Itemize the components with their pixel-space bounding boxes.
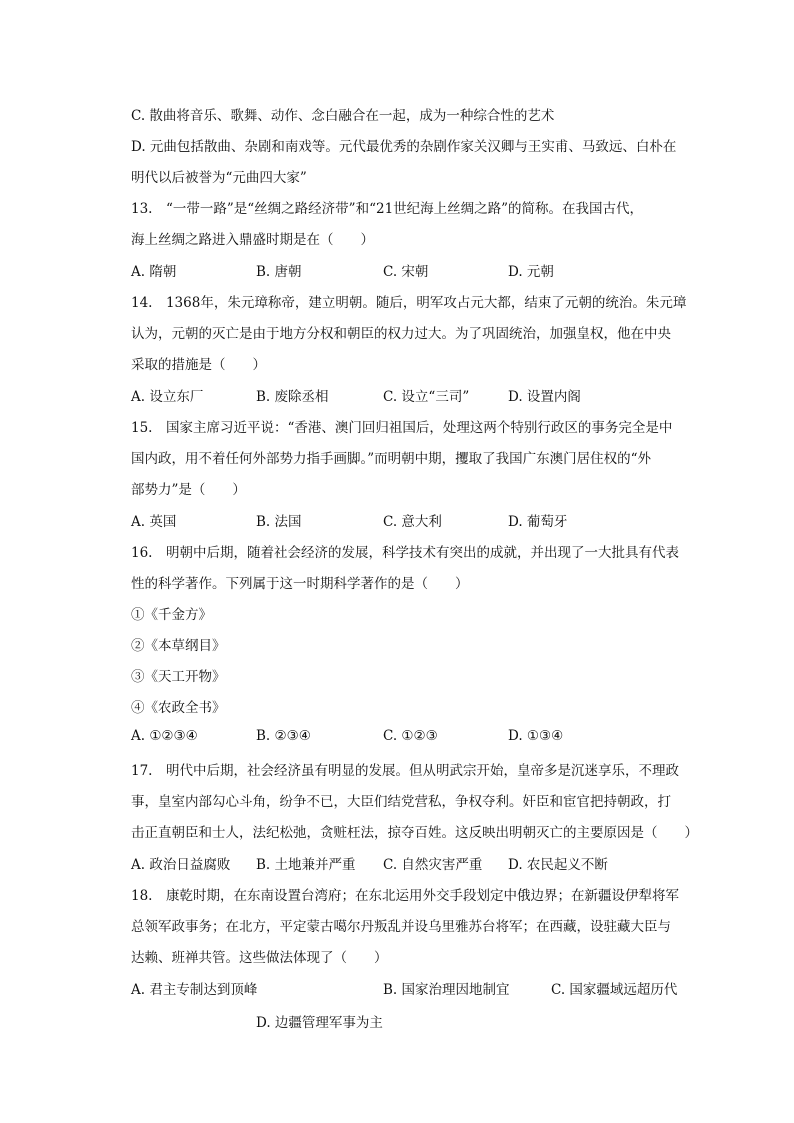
q16-option-a[interactable]: A. ①②③④ [131,728,198,744]
q13-option-b[interactable]: B. 唐朝 [256,264,302,280]
q15-option-b[interactable]: B. 法国 [256,514,302,530]
q18-stem-line1: 18. 康乾时期，在东南设置台湾府；在东北运用外交手段划定中俄边界；在新疆设伊犁将军 [131,888,679,904]
q12-option-d-line1: D. 元曲包括散曲、杂剧和南戏等。元代最优秀的杂剧作家关汉卿与王实甫、马致远、白朴在 [131,139,677,155]
q17-stem-line3: 击正直朝臣和士人，法纪松弛，贪赃枉法，掠夺百姓。这反映出明朝灭亡的主要原因是（ ） [131,825,698,841]
q17-option-d[interactable]: D. 农民起义不断 [508,857,608,873]
q13-option-c[interactable]: C. 宋朝 [383,264,429,280]
q16-stem-line1: 16. 明朝中后期，随着社会经济的发展，科学技术有突出的成就，并出现了一大批具有代表 [131,545,679,561]
q17-option-b[interactable]: B. 土地兼并严重 [256,857,356,873]
q18-option-d[interactable]: D. 边疆管理军事为主 [256,1015,383,1031]
q18-option-c[interactable]: C. 国家疆域远超历代 [551,982,678,998]
q16-option-c[interactable]: C. ①②③ [383,728,438,744]
q14-stem-line2: 认为，元朝的灭亡是由于地方分权和朝臣的权力过大。为了巩固统治，加强皇权，他在中央 [131,326,671,342]
q14-stem-line1: 14. 1368年，朱元璋称帝，建立明朝。随后，明军攻占元大都，结束了元朝的统治。朱元璋 [131,295,687,311]
q16-stem-line2: 性的科学著作。下列属于这一时期科学著作的是（ ） [131,576,469,592]
q14-option-a[interactable]: A. 设立东厂 [131,389,204,405]
q17-stem-line2: 事，皇室内部勾心斗角，纷争不已，大臣们结党营私，争权夺利。奸臣和宦官把持朝政，打 [131,794,671,810]
q16-item-3: ③《天工开物》 [131,669,226,685]
q17-option-a[interactable]: A. 政治日益腐败 [131,857,231,873]
q15-stem-line1: 15. 国家主席习近平说：“香港、澳门回归祖国后，处理这两个特别行政区的事务完全是中 [131,420,673,436]
q16-option-d[interactable]: D. ①③④ [508,728,564,744]
q14-option-d[interactable]: D. 设置内阁 [508,389,581,405]
q13-option-d[interactable]: D. 元朝 [508,264,554,280]
q18-option-a[interactable]: A. 君主专制达到顶峰 [131,982,258,998]
q18-option-b[interactable]: B. 国家治理因地制宜 [383,982,510,998]
q15-option-c[interactable]: C. 意大利 [383,514,442,530]
q14-option-c[interactable]: C. 设立“三司” [383,389,470,405]
q18-stem-line2: 总领军政事务；在北方，平定蒙古噶尔丹叛乱并设乌里雅苏台将军；在西藏，设驻藏大臣与 [131,919,671,935]
q18-stem-line3: 达赖、班禅共管。这些做法体现了（ ） [131,950,388,966]
q13-option-a[interactable]: A. 隋朝 [131,264,177,280]
q16-item-4: ④《农政全书》 [131,700,226,716]
q15-stem-line3: 部势力”是（ ） [131,482,246,498]
q15-stem-line2: 国内政，用不着任何外部势力指手画脚。”而明朝中期，攫取了我国广东澳门居住权的“外 [131,451,652,467]
q17-option-c[interactable]: C. 自然灾害严重 [383,857,483,873]
q14-option-b[interactable]: B. 废除丞相 [256,389,329,405]
q16-item-1: ①《千金方》 [131,607,212,623]
q15-option-a[interactable]: A. 英国 [131,514,177,530]
q16-item-2: ②《本草纲目》 [131,638,226,654]
q12-option-c: C. 散曲将音乐、歌舞、动作、念白融合在一起，成为一种综合性的艺术 [131,108,555,124]
q15-option-d[interactable]: D. 葡萄牙 [508,514,568,530]
q17-stem-line1: 17. 明代中后期，社会经济虽有明显的发展。但从明武宗开始，皇帝多是沉迷享乐，不理政 [131,763,679,779]
q16-option-b[interactable]: B. ②③④ [256,728,311,744]
q13-stem-line2: 海上丝绸之路进入鼎盛时期是在（ ） [131,232,374,248]
q12-option-d-line2: 明代以后被誉为“元曲四大家” [131,170,307,186]
q14-stem-line3: 采取的措施是（ ） [131,357,266,373]
q13-stem-line1: 13. “一带一路”是“丝绸之路经济带”和“21世纪海上丝绸之路”的简称。在我国古代， [131,201,644,217]
